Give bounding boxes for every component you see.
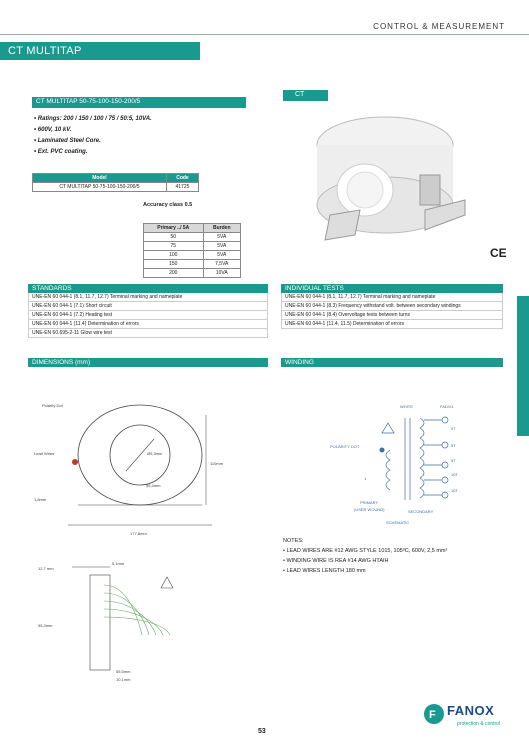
- section-tag: CONTROL & MEASUREMENT: [373, 22, 505, 31]
- accuracy-table: [143, 223, 241, 278]
- list-item: UNE-EN 60 044-1 (7.1) Short circuit: [28, 302, 268, 311]
- table-row: [144, 260, 241, 269]
- turns-label: 1: [364, 476, 367, 481]
- svg-text:F: F: [429, 709, 436, 721]
- dim-label: 5,1mm: [112, 561, 125, 566]
- dim-label: 55,3mm: [146, 483, 161, 488]
- schematic-label: SCHEMATIC: [386, 520, 410, 525]
- feature-item: • 600V, 10 kV.: [34, 127, 72, 133]
- list-item: UNE-EN 60 044-1 (8.1, 11.7, 12.7) Terminal marking and nameplate: [28, 293, 268, 302]
- lead-wires-label: Lead Wires: [34, 451, 55, 456]
- table-row: [33, 183, 199, 192]
- tap-label: 0T: [451, 426, 456, 431]
- brand-slogan: protection & control: [457, 721, 501, 727]
- polarity-label: Polarity Dot: [42, 403, 63, 408]
- table-cell: 75: [144, 242, 204, 251]
- list-item: UNE-EN 60 044-1 (11.4) Determination of errors: [28, 320, 268, 329]
- ct-product-image: [300, 105, 470, 250]
- notes-title: NOTES:: [283, 538, 304, 544]
- table-row: [144, 233, 241, 242]
- brand-name: FANOX: [447, 703, 495, 718]
- dim-label: 55,5mm: [116, 669, 131, 674]
- note-item: • LEAD WIRES LENGTH 180 mm: [283, 568, 366, 574]
- winding-header: WINDING: [281, 358, 503, 367]
- note-item: • LEAD WIRES ARE #12 AWG STYLE 1015, 105ºC, 600V, 2,5 mm²: [283, 548, 448, 554]
- table-cell: 150: [144, 260, 204, 269]
- dim-label: Ø9,3mm: [147, 451, 163, 456]
- feature-item: • Ext. PVC coating.: [34, 149, 88, 155]
- list-item: UNE-EN 60 044-1 (8.3) Frequency withstand volt. between secondary windings: [281, 302, 503, 311]
- table-header: Model: [33, 174, 167, 183]
- dim-label: 95,3mm: [38, 623, 53, 628]
- list-item: UNE-EN 60 044-1 (11.4, 11.5) Determination of errors: [281, 320, 503, 329]
- table-cell: 5VA: [203, 233, 240, 242]
- table-header: Burden: [203, 224, 240, 233]
- dim-label: 177,8mm: [130, 531, 147, 536]
- lead-wires-drawing: [32, 555, 192, 683]
- ct-tag: CT: [283, 90, 328, 101]
- feature-item: • Laminated Steel Core.: [34, 138, 101, 144]
- table-cell: 7,5VA: [203, 260, 240, 269]
- list-item: UNE-EN 60.695-2-11 Glow wire test: [28, 329, 268, 338]
- table-header: Primary ../ 5A: [144, 224, 204, 233]
- winding-schematic: [300, 400, 500, 528]
- table-cell: 5VA: [203, 251, 240, 260]
- tests-panel: [281, 284, 503, 329]
- tap-label: 5T: [451, 458, 456, 463]
- table-cell: 10VA: [203, 269, 240, 278]
- tap-label: 10T: [451, 488, 458, 493]
- fanox-logo-icon: [423, 703, 445, 725]
- table-row: [144, 251, 241, 260]
- dim-label: 110mm: [210, 461, 224, 466]
- table-row: [144, 269, 241, 278]
- brand-logo: [423, 703, 505, 731]
- page-number: 53: [258, 728, 266, 735]
- standards-list: [28, 293, 268, 338]
- polarity-dot-label: POLARITY DOT: [330, 444, 360, 449]
- dimensions-header: DIMENSIONS (mm): [28, 358, 268, 367]
- dim-label: 12,7 mm: [38, 566, 54, 571]
- dim-label: 1,8mm: [34, 497, 47, 502]
- dimensions-drawing: [30, 395, 265, 540]
- note-item: • WINDING WIRE IS REA #14 AWG HTAIH: [283, 558, 389, 564]
- page-title: CT MULTITAP: [0, 42, 200, 60]
- standards-panel: [28, 284, 268, 338]
- product-name-bar: CT MULTITAP 50-75-100-150-200/5: [32, 97, 246, 108]
- feature-item: • Ratings: 200 / 150 / 100 / 75 / 50:5, 10VA.: [34, 116, 152, 122]
- table-cell: 41725: [166, 183, 198, 192]
- table-cell: 5VA: [203, 242, 240, 251]
- tests-header: INDIVIDUAL TESTS: [281, 284, 503, 293]
- table-cell: CT MULTITAP 50-75-100-150-200/5: [33, 183, 167, 192]
- tap-label: 10T: [451, 472, 458, 477]
- table-header: Code: [166, 174, 198, 183]
- table-row: [144, 242, 241, 251]
- ce-mark: CE: [490, 246, 507, 260]
- model-table: [32, 173, 199, 192]
- table-cell: 50: [144, 233, 204, 242]
- winding-label: WHITE: [400, 404, 413, 409]
- winding-label: FAD/X1: [440, 404, 454, 409]
- table-cell: 100: [144, 251, 204, 260]
- user-wound-label: (USER WOUND): [354, 507, 385, 512]
- table-cell: 200: [144, 269, 204, 278]
- notes-block: [283, 536, 447, 576]
- side-accent-tab: [517, 296, 529, 436]
- accuracy-caption: Accuracy class 0.5: [143, 202, 193, 208]
- primary-label: PRIMARY: [360, 500, 379, 505]
- standards-header: STANDARDS: [28, 284, 268, 293]
- list-item: UNE-EN 60 044-1 (8.4) Overvoltage tests between turns: [281, 311, 503, 320]
- dim-label: 10,1mm: [116, 677, 131, 682]
- list-item: UNE-EN 60 044-1 (7.2) Heating test: [28, 311, 268, 320]
- secondary-label: SECONDARY: [408, 509, 434, 514]
- feature-list: [34, 114, 152, 158]
- list-item: UNE-EN 60 044-1 (8.1, 11.7, 12.7) Terminal marking and nameplate: [281, 293, 503, 302]
- tap-label: 5T: [451, 443, 456, 448]
- tests-list: [281, 293, 503, 329]
- header-divider: [0, 34, 529, 35]
